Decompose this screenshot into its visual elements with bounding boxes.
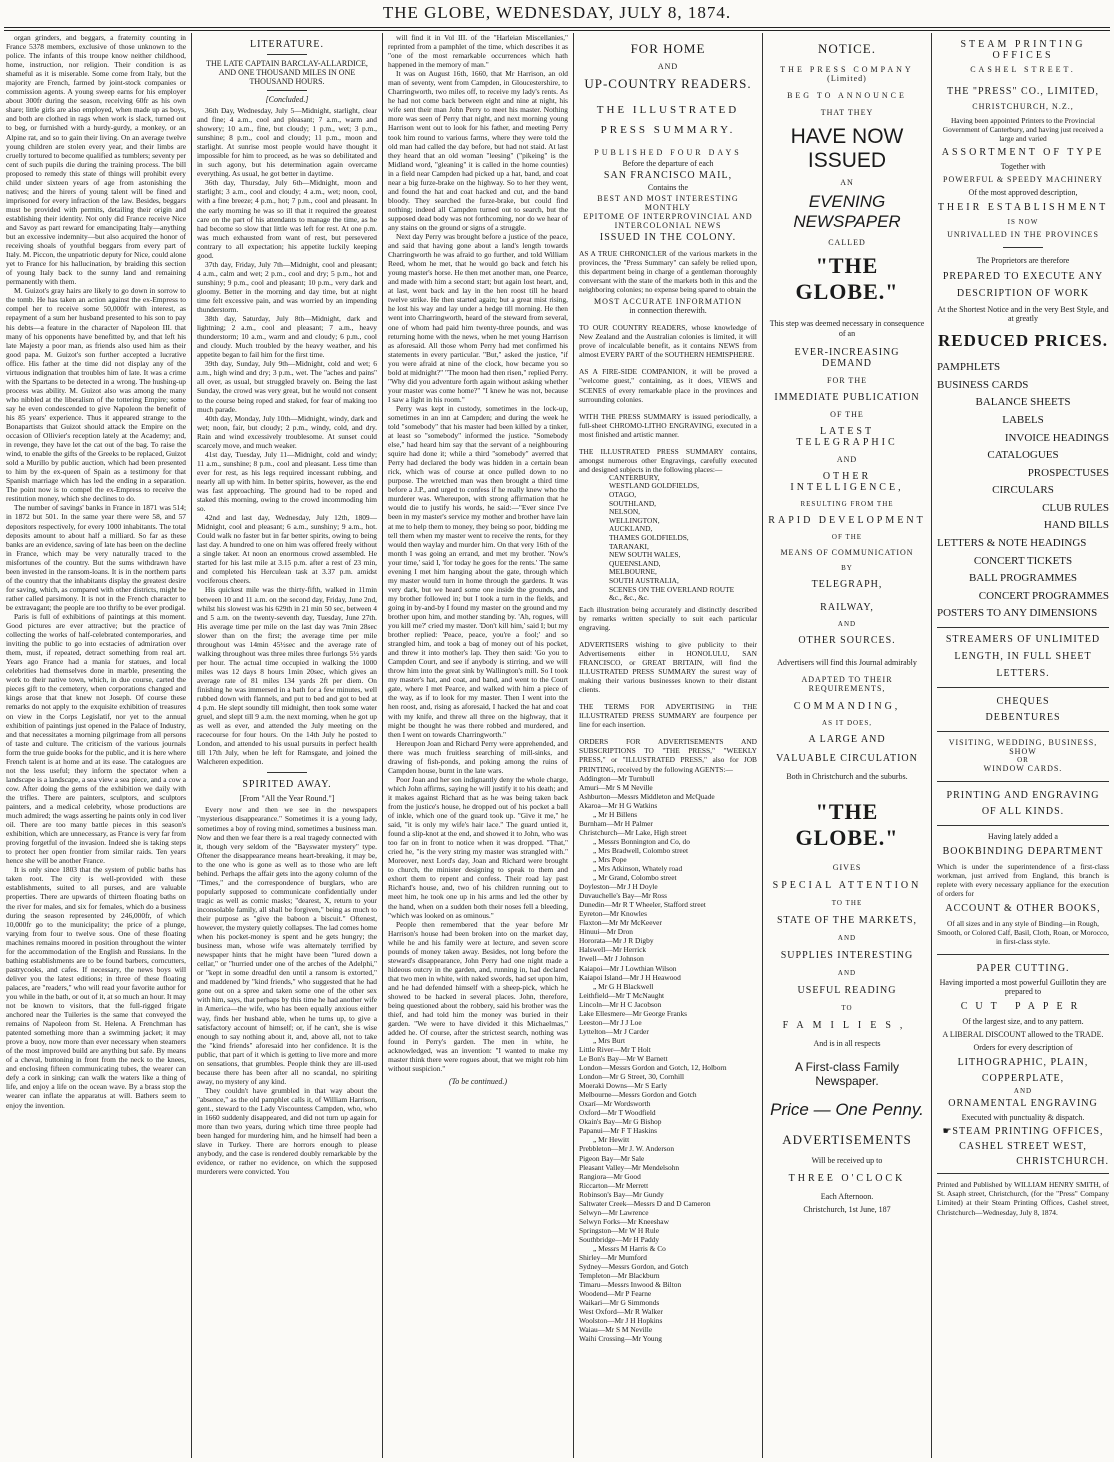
notice-advertisements: ADVERTISEMENTS — [782, 1132, 912, 1147]
agent-item: „ Mr Grand, Colombo street — [593, 873, 677, 883]
notice-and-2: AND — [837, 620, 857, 628]
agent-item: Waihi Crossing—Mr Young — [579, 1334, 662, 1344]
agent-item: Pigeon Bay—Mr Sale — [579, 1153, 645, 1163]
ad-powerful: POWERFUL & SPEEDY MACHINERY — [943, 175, 1103, 185]
ad-epitome: EPITOME OF INTERPROVINCIAL AND — [583, 212, 753, 221]
notice-adv-find: Advertisers will find this Journal admirably — [777, 658, 917, 667]
paragraph: 38th day, Saturday, July 8th—Midnight, dark and lightning; 2 a.m., cool and pleasant; 7 a.m., heavy thunderstorm; 10 a.m., warm and and cloudy; 6 p.m., cool and cloudy. Much troubled by the heavy weather, and his appetite began to fail him for the first time. — [197, 314, 377, 360]
ad-fireside: AS A FIRE-SIDE COMPANION, it will be proved a "welcome guest," containing, as it does, VIEWS and SCENES of every remarkable place in the provinces and surrounding colonies. — [579, 367, 757, 404]
agent-item: Hinuui—Mr Dron — [579, 927, 633, 937]
place-item: WELLINGTON, — [609, 515, 660, 525]
notice-to: TO — [841, 1004, 853, 1012]
agent-item: Kaiapoi—Mr J Lowthian Wilson — [579, 963, 677, 973]
agent-item: Leithfield—Mr T McNaught — [579, 990, 665, 1000]
ad-published: PUBLISHED FOUR DAYS — [594, 148, 742, 157]
ad-description: DESCRIPTION OF WORK — [956, 288, 1090, 300]
agent-item: Little River—Mr T Holt — [579, 1044, 651, 1054]
column-rule — [191, 33, 192, 1458]
agent-item: „ Mrs Pope — [593, 854, 627, 864]
paragraph: organ grinders, and beggars, a fraternity counting in France 5378 members, exclusive of those unknown to the police. The infants of this troupe know neither childhood, home, instruction, nor religion. Their condition is as shameful as it is miserable. Some come from Italy, but the majority are French, farmed by joint-stock companies or commission agents. A young sweep earns for his employer about 300fr during the season, receiving 60fr as his own share; little girls are also employed, when made up as boys, and both are clothed in rags when work is slack, turned out to beg, or furnished with a hurdy-gurdy, a monkey, or an Alpine rat, and so to gain their living. On an average twelve young children are stolen every year, and their limbs are cruelly tortured to become qualified as tumblers; seventy per cent of such pupils die during the training process. The bill proposed to remedy this state of things will prohibit every child under sixteen years of age from astonishing the natives; and the hirers of young talent will be fined and imprisoned for every infraction of the law. Besides, beggars must be provided with permits, detailing their origin and establishing their identity. Not only did France receive Nice and Savoy as part reward for emancipating Italy—anything but an excessive indemnity—but also acquired the honor of receiving shoals of youthful beggars from every part of Italy. M. Piccon, the unpatriotic deputy for Nice, could alone yet to France for his hallucination, by braiding this section of young Italy back to the sunny land and remaining permanently with them. — [6, 33, 186, 287]
place-item: THAMES GOLDFIELDS, — [609, 533, 689, 543]
ad-each-illustration: Each illustration being accurately and distinctly described by remarks written specially to suit each particular engraving. — [579, 604, 757, 632]
notice-an: AN — [840, 178, 854, 187]
printing-item: POSTERS TO ANY DIMENSIONS — [937, 607, 1098, 620]
notice-first-class: A First-class Family Newspaper. — [794, 1060, 899, 1088]
agent-item: Saltwater Creek—Messrs D and D Cameron — [579, 1198, 711, 1208]
agent-item: „ Mr H Billens — [593, 809, 638, 819]
notice-received: Will be received up to — [811, 1156, 883, 1165]
notice-telegraph: TELEGRAPH, — [811, 579, 883, 590]
agent-item: Oxarí—Mr Wordsworth — [579, 1099, 651, 1109]
ad-orders: ORDERS FOR ADVERTISEMENTS AND SUBSCRIPTIONS TO "THE PRESS," "WEEKLY PRESS," or "ILLUSTRATED PRESS," also for JOB PRINTING, received by the following AGENTS:— — [579, 737, 757, 774]
paragraph: People then remembered that the year before Mr Harrison's house had been broken into on the market day, while he and his family were at lecture, and seven score pounds of money taken away. Besides, not long before the steward's disappearance, John Perry had one night made a hideous outcry in the garden, and, running in, had declared that two men in white, with naked swords, had set upon him, and he had defended himself with a sheep-pick, which he showed to be hacked in several places. John, therefore, being questioned about the robbery, said his brother was the thief, and had told him the money was buried in their garden. "We were to have divided it this Michaelmas," added he. Of course, after the strictest search, nothing was found in Perry's garden. The men in white, he acknowledged, was an invention: "I wanted to make my master think there were rogues about, that we might rob him without suspicion." — [388, 919, 568, 1074]
notice-company: THE PRESS COMPANY — [780, 65, 914, 74]
ad-and: AND — [1013, 1087, 1033, 1096]
agent-item: „ Mr Hewitt — [593, 1135, 630, 1145]
ad-upcountry: UP-COUNTRY READERS. — [584, 76, 752, 91]
agents-list — [579, 774, 757, 1344]
notice-of-the-2: OF THE — [831, 533, 863, 541]
ad-their: THEIR ESTABLISHMENT — [937, 202, 1109, 214]
column-rule — [762, 33, 763, 1458]
printing-items-list — [937, 359, 1109, 623]
ad-letters: LETTERS. — [996, 668, 1050, 680]
agent-item: London—Messrs Gordon and Gotch, 12, Holborn — [579, 1063, 727, 1073]
agent-item: Papanui—Mr F T Haskins — [579, 1126, 657, 1136]
agent-item: Hororata—Mr J R Digby — [579, 936, 654, 946]
ad-accurate: MOST ACCURATE INFORMATION — [594, 297, 742, 307]
agent-item: Irwell—Mr J Johnson — [579, 954, 644, 964]
notice-and-1: AND — [836, 455, 858, 464]
column-5 — [768, 33, 926, 1458]
agent-item: Springston—Mr W H Rule — [579, 1225, 660, 1235]
notice-state: STATE OF THE MARKETS, — [776, 915, 918, 926]
article-spirited-away-body — [197, 805, 377, 1176]
agent-item: London—Mr G Street, 30, Cornhill — [579, 1072, 685, 1082]
notice-gives: GIVES — [832, 863, 862, 872]
paragraph: It is only since 1803 that the system of public baths has taken root. The city is well-provided with these establishments, suited to all purses, and are valuable properties. There are upwards of thirteen floating baths on the river for males, and six for females, which do a business during the season represented by 246,000fr, of which 10,000fr go to the municipality; the price of a plunge, varying from four to twelve sous. One of these floating machines remains moored in position throughout the winter for the accommodation of the English and Russians. In the bathing establishments are to be found barbers, corncutters, pastrycooks, and cafes. If necessary, the news boys will deliver you the latest editions; in three of these floating palaces, are "readers," who will read your favorite author for you while in the bath, or out of it, at so much an hour. It may not be known to visitors, that the full-rigged frigate anchored near the Tuileries is the same that conveyed the remains of Napoleon from St. Helena. A Frenchman has patented something more than a swimming jacket; it may prove a buoy, now more than ever necessary when steamers of the most improved build are anything but safe. By means of a cheval, buttoning in front from the neck to the knees, and enclosing fifteen communicating tubes, the wearer can defy a cork in sinking; can walk the waters like a thing of life, and enjoy a life on the ocean wave. By a brass stop the wearer can inflate the apparatus at will. Bathers seem to enjoy the invention. — [6, 865, 186, 1110]
notice-that: THAT THEY — [820, 108, 874, 117]
agent-item: Lake Ellesmere—Mr George Franks — [579, 1008, 688, 1018]
agent-item: Lyttelton—Mr J Carder — [579, 1026, 649, 1036]
paragraph: They couldn't have grumbled in that way about the "absence," as the old pamphlet calls it, of William Harrison, gent., steward to the Lady Viscountess Campden, who, who in 1660 suddenly disappeared, and did not turn up again for more than two years, during which time three people had been hanged for murdering him, and he himself had been a slave in Turkey. There are horrors enough to please anybody, and the case is rendered doubly remarkable by the evidence, or rather no evidence, on which the supposed murderers were convicted. You — [197, 1085, 377, 1177]
place-item: OTAGO, — [609, 490, 637, 500]
ad-monthly: MONTHLY — [644, 203, 692, 212]
paragraph: will find it in Vol III. of the "Harleian Miscellanies," reprinted from a pamphlet of the time, which describes it as "one of the most remarkable occurrences which hath happened in the memory of man." — [388, 33, 568, 70]
notice-railway: RAILWAY, — [820, 602, 874, 613]
ad-contains: Contains the — [647, 183, 689, 192]
agent-item: Shirley—Mr Mumford — [579, 1253, 647, 1263]
notice-immediate: IMMEDIATE PUBLICATION — [774, 392, 920, 403]
article-title-barclay: THE LATE CAPTAIN BARCLAY-ALLARDICE, AND ONE THOUSAND MILES IN ONE THOUSAND HOURS. — [206, 59, 368, 86]
concluded-note: [Concluded.] — [265, 95, 309, 104]
ad-chromo: WITH THE PRESS SUMMARY is issued periodically, a full-sheet CHROMO-LITHO ENGRAVING, executed in a most finished and artistic manner. — [579, 411, 757, 439]
place-item: NELSON, — [609, 507, 640, 517]
notice-rapid: RAPID DEVELOPMENT — [768, 515, 926, 526]
agent-item: Sydney—Messrs Gordon, and Gotch — [579, 1262, 689, 1272]
ad-ips-title-1: THE ILLUSTRATED — [596, 104, 740, 116]
ad-bookbinding: BOOKBINDING DEPARTMENT — [942, 846, 1104, 858]
notice-of-the: OF THE — [830, 410, 864, 419]
notice-other: OTHER INTELLIGENCE, — [790, 471, 904, 493]
paragraph: 42nd and last day, Wednesday, July 12th, 1809—Midnight, cool and pleasant; 6 a.m., sunshiny; 9 a.m., hot. Could walk no faster but in far better spirits, owing to being last day. A hundred to one on him was offered freely without a single taker. At noon an enormous crowd assembled. He started for his last mile at 3.15 p.m. after a rest of 23 min, and completed his Herculean task at 3.37 p.m. amidst vociferous cheers. — [197, 513, 377, 586]
ad-sizes: Of all sizes and in any style of Binding—in Rough, Smooth, or Colored Calf, Basil, Cloth, Roan, or Morocco, in first-class style. — [937, 919, 1109, 947]
notice-limited: (Limited) — [827, 74, 867, 83]
ad-printing-engraving: PRINTING AND ENGRAVING — [946, 790, 1100, 802]
agent-item: Timaru—Messrs Inwood & Bilton — [579, 1280, 682, 1290]
paragraph: Poor Joan and her son indignantly deny the whole charge, which John affirms, saying he will justify it to his death; and it makes against Richard that as he was being taken back from the justice's house, he dropped out of his pocket a ball of inkle, which one of the guard took up. "Give it me," he said, "it is only my wife's hair lace." The guard untied it, found a slip-knot at the end, and showed it to John, who was too far on in front to notice when it was dropped. "That," cried he, "is the very string my master was strangled with." Moreover, next Lord's day, Joan and Richard were brought to church, the minister designing to speak to them and exhort them to repent and confess. Their road lay past Richard's house, and, two of his children running out to meet him, he took one up in his arms and led the other by the hand, when on a sudden both their noses fell a bleeding, "which was looked on as ominous." — [388, 774, 568, 920]
ad-christchurch-2: CHRISTCHURCH. — [1016, 1156, 1109, 1168]
paragraph: Perry was kept in custody, sometimes in the lock-up, sometimes in an inn at Campden; and during the week he told "somebody" that his master had been killed by a tinker, at least so "somebody" informed the justice. "Somebody else," had heard him say that the servant of a neighbouring squire had done it; while a third "somebody" averred that Perry had declared the body was hidden in a certain bean rick, which was of course at once pulled down to no purpose. The wretched man was then brought a third time before a J.P., and urged to confess if he really knew who the murderer was. Whereupon, with strong affirmation that he would die to justify his words, he said:—"Ever since I've been in my master's service my mother and brother have lain at me to help them to money, they being so poor, bidding me tell them when my master went to receive the rents, for they would then waylay and murder him. On that very 16th of the month I was going an errand, and met my brother. 'Now's your time,' said I, 'for today he goes for the rents.' The same evening I met him hanging about the gate, through which my master would turn in home through the gardens. It was very dark, but we heard some one inside the grounds, and my brother followed in; but I took a turn in the fields, and going in by-and-by I found my master on the ground and my brother upon him, and mother standing by. 'Ah, rogues, will you kill me?' cried my master. 'Don't kill him,' said I; but my brother replied: 'Peace, peace, you're a fool;' and so strangled him, and took a bag of money out of his pocket, and threw it into mother's lap. They then said: 'Go you to Campden Court, and see if anybody is stirring, and we will throw him into the great sink by Wallington's mill. So I took my master's hat, and coat, and band, and went to the Court gate, where I met Pearce, and walked with him a piece of the way, as if to look for my master. Then I went into the hen roost, and, rising as aforesaid, I hacked the hat and coat with my knife, and threw all three on the highway, that it might be thought he was there robbed and murdered, and then I went on towards Charringworth." — [388, 403, 568, 739]
agent-item: Duvauchelle's Bay—Mr Ross — [579, 891, 667, 901]
notice-valuable: VALUABLE CIRCULATION — [776, 753, 918, 764]
agent-item: Rangiora—Mr Good — [579, 1171, 641, 1181]
printing-item: CONCERT PROGRAMMES — [978, 589, 1109, 602]
ad-or: OR — [1017, 756, 1029, 765]
notice-both: Both in Christchurch and the suburbs. — [786, 772, 908, 781]
notice-respects: And is in all respects — [813, 1039, 881, 1048]
article-paris-gossip — [6, 33, 186, 1110]
agent-item: „ Mr G H Blackwell — [593, 981, 654, 991]
agent-item: Robinson's Bay—Mr Gundy — [579, 1189, 664, 1199]
paragraph: 39th day, Sunday, July 9th—Midnight, cold and wet; 6 a.m., high wind and dry; 3 p.m., wet. The "aches and pains" all over, as usual, but struggled bravely on. Being the last Sunday, the crowd was very great, but he would not consent to the course being roped and staked, for fear of making too much parade. — [197, 359, 377, 414]
paragraph: 36th day, Thursday, July 6th—Midnight, moon and starlight; 3 a.m., cool and cloudy; 4 a.m., wet; noon, cool, with a fine breeze; 4 p.m., hot; 7 p.m., cool and pleasant. In the early morning he was so ill that it required the greatest care on the part of his attendants to manage the time, as he had become so slow that little was left for rest. At one p.m. was much exhausted from want of rest, but persevered contrary to all expectation; his appetite luckily keeping good. — [197, 178, 377, 260]
column-rule — [382, 33, 383, 1458]
printing-item: BUSINESS CARDS — [937, 378, 1029, 391]
ad-largest: Of the largest size, and to any pattern. — [962, 1017, 1084, 1027]
agent-item: Dunedin—Mr R T Wheeler, Stafford street — [579, 900, 706, 910]
ad-christchurch: CHRISTCHURCH, N.Z., — [972, 102, 1074, 111]
ad-reduced-prices: REDUCED PRICES. — [938, 331, 1108, 351]
masthead: THE GLOBE, WEDNESDAY, JULY 8, 1874. — [382, 3, 732, 22]
ad-best: BEST AND MOST INTERESTING — [597, 194, 739, 203]
agent-item: Southbridge—Mr H Paddy — [579, 1234, 660, 1244]
ad-issued: ISSUED IN THE COLONY. — [599, 232, 737, 243]
ad-executed: Executed with punctuality & dispatch. — [961, 1113, 1085, 1123]
paragraph: His quickest mile was the thirty-fifth, walked in 11min between 10 and 11 a.m. on the second day, Friday, June 2nd, whilst his slowest was his 629th in 21 min 50 sec, between 4 and 5 a.m. on the twenty-seventh day, Tuesday, June 27th. His average time per mile on the last day was 7min 28sec slower than on the first; the average time per mile throughout was 14min 45½sec and the average rate of walking throughout was three miles three furlongs 5½ yards per hour. The actual time occupied in walking the 1000 miles was 12 days 8 hours 1min 20sec, which gives an average rate of 81 miles 134 yards 2ft per diem. On finishing he was immersed in a bath for a few minutes, well rubbed down with flannels, and put to bed and got to bed at 4 p.m. He slept soundly till midnight, then took some water gruel, and slept till 9 a.m. the next morning, when he got up as well as ever, and attended the July meeting on the racecourse for four hours. On the 14th July he posted to London, and attended to his usual pursuits in perfect health till 17th July, when he left for Ramsgate, and joined the Walcheren expedition. — [197, 585, 377, 767]
agent-item: Woolston—Mr J H Hopkins — [579, 1316, 663, 1326]
agent-item: Addington—Mr Turnbull — [579, 773, 655, 783]
ad-before: Before the departure of each — [622, 159, 714, 168]
notice-heading: NOTICE. — [818, 41, 876, 56]
agent-item: Burnham—Mr H Palmer — [579, 818, 653, 828]
notice-sources: OTHER SOURCES. — [798, 635, 896, 646]
notice-useful: USEFUL READING — [797, 985, 897, 996]
column-rule — [573, 33, 574, 1458]
notice-latest: LATEST TELEGRAPHIC — [796, 426, 898, 448]
ad-illustrated: THE ILLUSTRATED PRESS SUMMARY contains, amongst numerous other Engravings, carefully executed and designed subjects in the following places:— — [579, 446, 757, 474]
agent-item: „ Mrs Burt — [593, 1035, 626, 1045]
continued-note: (To be continued.) — [448, 1077, 508, 1087]
column-1 — [6, 33, 186, 1458]
ad-ips-title-2: PRESS SUMMARY. — [600, 124, 736, 136]
column-4 — [579, 33, 757, 1458]
paragraph: M. Guizot's gray hairs are likely to go down in sorrow to the tomb. He has taken an action against the ex-Empress to compel her to receive some 50,000fr with interest, as repayment of a sum her husband presented to his son to pay his debts—a feature in the character of Napoleon III. that many of his opponents have benefitted by, and that left his late Majesty a poor man, as friends also used him as their good papa. M. Guizot's son further accepted a lucrative office. His father at the time did not display any of the virtuous indignation that troubles him of late. It was a crime with the Spartans to be detected in a wrong. The hushing-up process was ability. M. Guizot also was among the many who nibbled at the liberalism of the tottering Empire; some say he even condescended to give Napoleon the benefit of his 85 years' experience. Thus it appeared strange to the Bonapartists that Guizot should attack the Empire on the occasion of Ollivier's reception lately at the Academy; and, in revenge, they have let the cat out of the bag. To raise the wind, to enable the gifts of the Greeks to be replaced, Guizot sold a Murillo by public auction, which had been presented to him by the ex-queen of Spain as a testimony for that Spanish marriage which has led the ending in a separation. The point now is to compel the ex-Empress to receive the restitution money, which she declines to do. — [6, 286, 186, 504]
agent-item: Ashburton—Messrs Middleton and McQuade — [579, 791, 715, 801]
column-rule — [931, 33, 932, 1458]
agent-item: Leeston—Mr J J Loe — [579, 1017, 642, 1027]
notice-step: This step was deemed necessary in consequence of an — [769, 319, 925, 338]
agent-item: Kaiapoi Island—Mr J H Heawood — [579, 972, 681, 982]
notice-three: THREE O'CLOCK — [788, 1173, 906, 1184]
article-barclay-body — [197, 106, 377, 766]
masthead-rule — [4, 27, 1110, 28]
notice-special: SPECIAL ATTENTION — [772, 880, 922, 891]
place-item: &c., &c., &c. — [609, 593, 650, 603]
place-item: CANTERBURY, — [609, 472, 660, 482]
agent-item: Doyleston—Mr J H Doyle — [579, 882, 658, 892]
paragraph: 40th day, Monday, July 10th—Midnight, windy, dark and wet; noon, fair, but cloudy; 2 p.m., windy, cold, and dry. Rain and wind excessively troublesome. At sunset could scarcely move, and much weaker. — [197, 413, 377, 450]
ad-steam-printing: STEAM PRINTING OFFICES — [960, 39, 1086, 61]
agent-item: Eyreton—Mr Knowles — [579, 909, 647, 919]
ad-superintendence: Which is under the superintendence of a first-class workman, just arrived from England, this branch is replete with every necessary appliance for the execution of orders for — [937, 862, 1109, 899]
printing-item: LETTERS & NOTE HEADINGS — [937, 537, 1087, 550]
article-source: [From "All the Year Round."] — [239, 794, 335, 804]
masthead-rule-2 — [4, 30, 1110, 31]
notice-the-globe-title-2: "THE GLOBE." — [795, 799, 899, 850]
agent-item: Christchurch—Mr Lake, High street — [579, 827, 687, 837]
article-title-spirited-away: SPIRITED AWAY. — [242, 779, 332, 791]
ad-cut-paper: CUT PAPER — [960, 1001, 1086, 1013]
place-item: SOUTHLAND, — [609, 498, 657, 508]
notice-evening-newspaper: EVENING NEWSPAPER — [793, 192, 901, 231]
agent-item: Halswell—Mr Herrick — [579, 945, 647, 955]
paragraph: 41st day, Tuesday, July 11—Midnight, cold and windy; 11 a.m., sunshine; 8 p.m., cool and pleasant. Less time than ever for rest, as his legs required incessant rubbing, and nearly all up with him. In better spirits, however, as the end was fast approaching. The ground had to be roped and staked this morning, owing to the crowd incommoding him so. — [197, 449, 377, 514]
ad-unrivalled: UNRIVALLED IN THE PROVINCES — [947, 230, 1099, 240]
ad-advertisers: ADVERTISERS wishing to give publicity to their Advertisements either in HONOLULU, SAN FRANCISCO, or GREAT BRITAIN, will find the ILLUSTRATED PRESS SUMMARY the surest way of making their various businesses known to their distant clients. — [579, 639, 757, 695]
ad-having-added: Having lately added a — [988, 832, 1058, 842]
notice-resulting: RESULTING FROM THE — [800, 500, 894, 508]
notice-as-it: AS IT DOES, — [822, 719, 872, 727]
agent-item: Okain's Bay—Mr G Bishop — [579, 1117, 662, 1127]
notice-to-the: TO THE — [831, 899, 863, 907]
ad-window: WINDOW CARDS. — [983, 764, 1063, 774]
ad-for-home: FOR HOME — [630, 41, 706, 56]
ad-sf-mail: SAN FRANCISCO MAIL, — [603, 170, 733, 181]
agent-item: Moeraki Downs—Mr S Early — [579, 1081, 668, 1091]
article-spirited-away-cont — [388, 33, 568, 1073]
printing-item: CONCERT TICKETS — [973, 554, 1073, 567]
notice-each: Each Afternoon. — [820, 1192, 874, 1201]
column-6 — [937, 33, 1109, 1458]
agent-item: Selwyn—Mr Lawrence — [579, 1207, 649, 1217]
agent-item: „ Messrs M Harris & Co — [593, 1243, 666, 1253]
ad-steam-2: ☛STEAM PRINTING OFFICES, — [942, 1126, 1104, 1138]
ad-connection: in connection therewith. — [629, 306, 707, 316]
printing-item: PROSPECTUSES — [1027, 466, 1109, 479]
printing-item: LABELS — [1002, 413, 1044, 426]
column-2 — [197, 33, 377, 1458]
agent-item: Riccarton—Mr Merrett — [579, 1180, 649, 1190]
ad-shortest: At the Shortest Notice and in the very Best Style, and at greatly — [937, 305, 1109, 324]
ad-is-now: IS NOW — [1007, 218, 1039, 227]
place-item: WESTLAND GOLDFIELDS, — [609, 481, 699, 491]
agent-item: Woodend—Mr P Fearne — [579, 1289, 652, 1299]
agent-item: Pleasant Valley—Mr Mendelsohn — [579, 1162, 680, 1172]
printing-item: INVOICE HEADINGS — [1004, 431, 1109, 444]
printing-item: CATALOGUES — [987, 449, 1059, 462]
agent-item: Oxford—Mr T Woodfield — [579, 1108, 656, 1118]
paragraph: Next day Perry was brought before a justice of the peace, and said that having gone about a land's length towards Charringworth he was afraid to go further, and told William Reed, whom he met, that he would go back and fetch his young master's horse. He then met another man, one Pearce, and made with him a second start; but again lost heart, and, at last, went back and lay in the hen roost till he heard twelve strike. He then started again; but a great mist rising, he lost his way and lay under a hedge till morning. He then went into Charringworth, heard of the steward from several, one of whom had paid him twenty-three pounds, and was returning home with the news, when he met young Harrison as aforesaid. All those whom Perry had met confirmed his statements in every particular. "But," asked the justice, "if you were afraid at nine of the clock, how became you so bold at midnight?" "The moon had then risen," replied Perry. "Why did you adventure forth again without asking whether your master was come home?" "I knew he was not, because I saw a light in his room." — [388, 232, 568, 404]
place-item: AUCKLAND, — [609, 524, 653, 534]
agent-item: Waiau—Mr S M Neville — [579, 1325, 653, 1335]
notice-commanding: COMMANDING, — [793, 701, 901, 712]
notice-adapted: ADAPTED TO THEIR REQUIREMENTS, — [801, 675, 893, 693]
paragraph: Every now and then we see in the newspapers "mysterious disappearance." Sometimes it is a young lady, sometimes a boy of roving mind, sometimes a business man. Now and then we fear there is a real tragedy connected with it, though very seldom of the "Bayswater mystery" type. Oftener the disappearance means heart-breaking, it may be, to the one who is gone as well as to those who are left behind. Perhaps the affair gets into the agony column of the "Times," and the correspondence of burglars, who are popularly supposed to communicate confidentially under tragic as well as comic masks; "dearest, X, return to your inconsolable family, all shall be forgiven," being as much to their purpose as "give the baboon a biscuit." Oftenest, however, the mystery quietly collapses. The lad comes home when his pocket-money is spent and he gets hungry; the business man, whose wife was alternately terrified by newspaper hints that he might have been "lured down a cellar," or "hurried under one of the arches of the Adelphi," or "kept in some dreadful den until a ransom is extorted," and maddened by "kind friends," who suggested that he had gone out on a spree and taken some one of the other sex with him, says, that perhaps by this time he had another wife in America—the wife, who has been equally anxious either way, finds her husband able, when he turns up, to give a satisfactory account of himself; or, if he can't, she is wise enough to say nothing about it, and, above all, not to take the "kind friends" aforesaid into her confidence. It is the public, that part of it which is getting to live more and more on sensations, that grumbles. People think they are ill-used because there has been after all no scandal, no spiriting away, no mystery of any kind. — [197, 805, 377, 1086]
ad-press-co: THE "PRESS" CO., LIMITED, — [946, 86, 1100, 97]
ad-litho: LITHOGRAPHIC, PLAIN, — [957, 1057, 1089, 1069]
agent-item: Templeton—Mr Blackburn — [579, 1271, 660, 1281]
ad-chronicler: AS A TRUE CHRONICLER of the various markets in the provinces, the "Press Summary" can safely be relied upon, this department being in charge of a gentleman thoroughly conversant with the state of the markets both in this and the neighboring colonies; no expense being spared to obtain the — [579, 249, 757, 295]
place-item: SOUTH AUSTRALIA, — [609, 576, 679, 586]
agent-item: Lincoln—Mr H C Jacobson — [579, 999, 662, 1009]
ad-appointed: Having been appointed Printers to the Provincial Government of Canterbury, and having just received a large and varied — [942, 116, 1104, 144]
ad-all-kinds: OF ALL KINDS. — [981, 806, 1065, 818]
ad-length: LENGTH, IN FULL SHEET — [954, 651, 1092, 663]
ad-guillotin: Having imported a most powerful Guillotin they are prepared to — [939, 978, 1107, 997]
ad-and: AND — [657, 62, 679, 71]
ad-together: Together with — [1000, 162, 1046, 172]
place-item: SCENES ON THE OVERLAND ROUTE — [609, 584, 735, 594]
agent-item: Flaxton—Mr Mr McKeever — [579, 918, 662, 928]
paragraph: Hereupon Joan and Richard Perry were apprehended, and there was much fruitless searching of mill-sinks, and drawing of fish-ponds, and poking among the ruins of Campden house, burnt in the late wars. — [388, 738, 568, 775]
ad-paper-cutting: PAPER CUTTING. — [976, 963, 1070, 975]
paragraph: 37th day, Friday, July 7th—Midnight, cool and pleasant; 4 a.m., calm and wet; 2 p.m., cool and dry; 5 p.m., hot and sunshiny; 9 p.m., cool and pleasant; 10 p.m., very dark and gloomy. Better in the morning and day time, but at night time felt excessive pain, and was worried by an impending thunderstorm. — [197, 259, 377, 315]
ad-debentures: DEBENTURES — [985, 712, 1061, 724]
notice-ever: EVER-INCREASING DEMAND — [794, 347, 900, 369]
notice-for-the: FOR THE — [827, 376, 867, 385]
paragraph: It was on August 16th, 1660, that Mr Harrison, an old man of seventy, went from Campden, in Gloucestershire, to Charringworth, two miles off, to receive my lady's rents. As he had not come back between eight and nine at night, his wife sent their man John Perry to meet his master. Nothing more was seen of Perry that night, and next morning young Harrison went out to look for his father, and meeting Perry took him round to various farms, where they were told the old man had called the day before, but had not staid. At last they heard that an old woman "leesing" ("pikeing" is the Midland word, "gleaning" it is called in the home counties) in a field near Campden had picked up a hat, band, and coat near a big furze-brake on the highway. So to her they went, and found the hat and coat hacked and cut, and the band bloody. They searched the furze-brake, but could find nothing; indeed all Campden turned out to search, but the supposed dead body was not forthcoming, nor do we hear of any stains on the ground or signs of a struggle. — [388, 69, 568, 232]
notice-large: A LARGE AND — [808, 734, 886, 745]
printing-item: CLUB RULES — [1042, 501, 1109, 514]
notice-called: CALLED — [828, 238, 866, 247]
notice-beg: BEG TO ANNOUNCE — [787, 91, 907, 100]
notice-date: Christchurch, 1st June, 187 — [803, 1205, 891, 1214]
notice-families: FAMILIES, — [782, 1020, 912, 1031]
notice-and-4: AND — [837, 969, 857, 977]
notice-by: BY — [841, 564, 853, 572]
imprint: Printed and Published by WILLIAM HENRY SMITH, of St. Asaph street, Christchurch, (for the "Press" Company Limited) at their Steam Printing Offices, Cashel street, Christchurch—Wednesday, July 8, 1874. — [937, 1180, 1109, 1217]
notice-price: Price — One Penny. — [770, 1100, 924, 1119]
agent-item: Waikari—Mr G Simmonds — [579, 1298, 660, 1308]
notice-means: MEANS OF COMMUNICATION — [780, 548, 914, 557]
agent-item: „ Mrs Atkinson, Whately road — [593, 864, 683, 874]
paragraph: The number of savings' banks in France in 1871 was 514; in 1872 but 501. In the same year there were 58, and 57 depositors respectively, for every 1000 inhabitants. The total deposits amount to about half a milliard. So far as these banks are an evidence, saving of late has been on the decline in France, which may be very naturally traced to the misfortunes of the country. But the sums withdrawn have been invested in the ransom-loans. It is in the northern parts of the country that the inhabitants display the greatest desire for saving, which, as compared with other districts, might be rather called parsimony. It is not in the French character to be extravagant; the people are too thrifty to be ever prodigal. — [6, 503, 186, 612]
ad-proprietors: The Proprietors are therefore — [976, 256, 1070, 266]
ad-orders-desc: Orders for every description of — [973, 1043, 1073, 1053]
notice-and-3: AND — [837, 934, 857, 942]
agent-item: Melbourne—Messrs Gordon and Gotch — [579, 1090, 697, 1100]
agent-item: „ Mrs Bradwell, Colombo street — [593, 845, 689, 855]
section-heading-literature: LITERATURE. — [249, 39, 325, 50]
ad-terms: THE TERMS FOR ADVERTISING in THE ILLUSTRATED PRESS SUMMARY are fourpence per line for each insertion. — [579, 702, 757, 730]
ad-streamers: STREAMERS OF UNLIMITED — [945, 634, 1101, 646]
notice-have-now-issued: HAVE NOW ISSUED — [790, 125, 904, 172]
agent-item: Amuri—Mr S M Neville — [579, 782, 653, 792]
printing-item: BALL PROGRAMMES — [968, 572, 1078, 585]
ad-ornamental: ORNAMENTAL ENGRAVING — [948, 1098, 1098, 1110]
place-item: TARANAKI, — [609, 541, 649, 551]
printing-item: HAND BILLS — [1043, 519, 1109, 532]
printing-item: PAMPHLETS — [937, 361, 1001, 374]
ad-intercolonial: INTERCOLONIAL NEWS — [614, 221, 722, 230]
agent-item: Selwyn Forks—Mr Kneeshaw — [579, 1216, 669, 1226]
ad-most-approved: Of the most approved description, — [968, 188, 1078, 198]
agent-item: Le Bon's Bay—Mr W Barnett — [579, 1054, 668, 1063]
printing-item: CIRCULARS — [992, 484, 1054, 497]
ad-account: ACCOUNT & OTHER BOOKS, — [945, 903, 1101, 915]
ad-country-readers: TO OUR COUNTRY READERS, whose knowledge of New Zealand and the Australian colonies is limited, it will prove of incalculable benefit, as it contains NEWS from almost EVERY PART of the SOUTHERN HEMISPHERE. — [579, 323, 757, 360]
ad-prepared: PREPARED TO EXECUTE ANY — [942, 271, 1104, 283]
ad-copper: COPPERPLATE, — [981, 1073, 1065, 1085]
place-item: NEW SOUTH WALES, — [609, 550, 681, 560]
ad-cashel-west: CASHEL STREET WEST, — [959, 1141, 1087, 1153]
agent-item: „ Messrs Bonnington and Co, do — [593, 836, 690, 846]
printing-item: BALANCE SHEETS — [975, 396, 1071, 409]
agent-item: Akaroa—Mr H G Watkins — [579, 800, 658, 810]
ad-cashel: CASHEL STREET. — [970, 65, 1076, 74]
notice-supplies: SUPPLIES INTERESTING — [780, 950, 914, 961]
agent-item: Prebbleton—Mr J. W. Anderson — [579, 1144, 675, 1154]
place-item: QUEENSLAND, — [609, 558, 661, 568]
ad-assortment: ASSORTMENT OF TYPE — [941, 147, 1105, 159]
places-list — [579, 474, 757, 603]
ad-cheques: CHEQUES — [996, 696, 1050, 708]
ad-liberal: A LIBERAL DISCOUNT allowed to the TRADE. — [942, 1030, 1104, 1040]
place-item: MELBOURNE, — [609, 567, 657, 577]
agent-item: West Oxford—Mr R Walker — [579, 1307, 663, 1317]
column-3 — [388, 33, 568, 1458]
paragraph: Paris is full of exhibitions of paintings at this moment. Good pictures are ever attractive; but the practice of collecting the works of half-celebrated contemporaries, and inviting the public to go into ecstacies of admiration over them, must, if repeated, detract something from real art. Years ago France had a mania for statues, and local celebrities had themselves done in marble, presenting the work to their native town, which, in due course, carted the pieces gift to the cemetery, when corporations changed and kings arose that that knew not Joseph. Of course these remarks do not apply to the exquisite exhibition of treasures on view in the Corps Legislatif, nor yet to the annual exhibition of paintings just opened in the Palace of Industry, and that necessitates a morning pilgrimage from all persons of taste and culture. The criticism of the various journals form the true guide books for the public, and it is here where French talent is at home and at its ease. The catalogues are not the less useful; they inform the spectator when a landscape is a landscape, a sea view a sea piece, and a cow a cow. After doing the gems of the exhibition we daily with the trifles. There are painters, sculptors, and sculptors painters, and a medical celebrity, whose productions are much admired; the wags asserting he paints only in cod liver oil. There are too many battle pieces in this season's exhibition, which are unnecessary, as France is very far from proving forgetful of the invasion. Indeed she is taking steps to protect her open frontier from similar raids. Ten years hence she will be another France. — [6, 612, 186, 866]
notice-the-globe-title: "THE GLOBE." — [795, 253, 899, 304]
ad-visiting: VISITING, WEDDING, BUSINESS, SHOW — [948, 738, 1098, 757]
paragraph: 36th Day, Wednesday, July 5—Midnight, starlight, clear and fine; 4 a.m., cool and pleasant; 7 a.m., warm and showery; 10 a.m., fine, but cloudy; 1 p.m., wet; 3 p.m., sunshine; 8 p.m., cool and cloudy; 11 p.m., moon and starlight. At sunrise most people would have thought it impossible for him to proceed, as he was so debilitated and in such agony, but his determination again overcame everything. As usual, he got better in daytime. — [197, 106, 377, 179]
